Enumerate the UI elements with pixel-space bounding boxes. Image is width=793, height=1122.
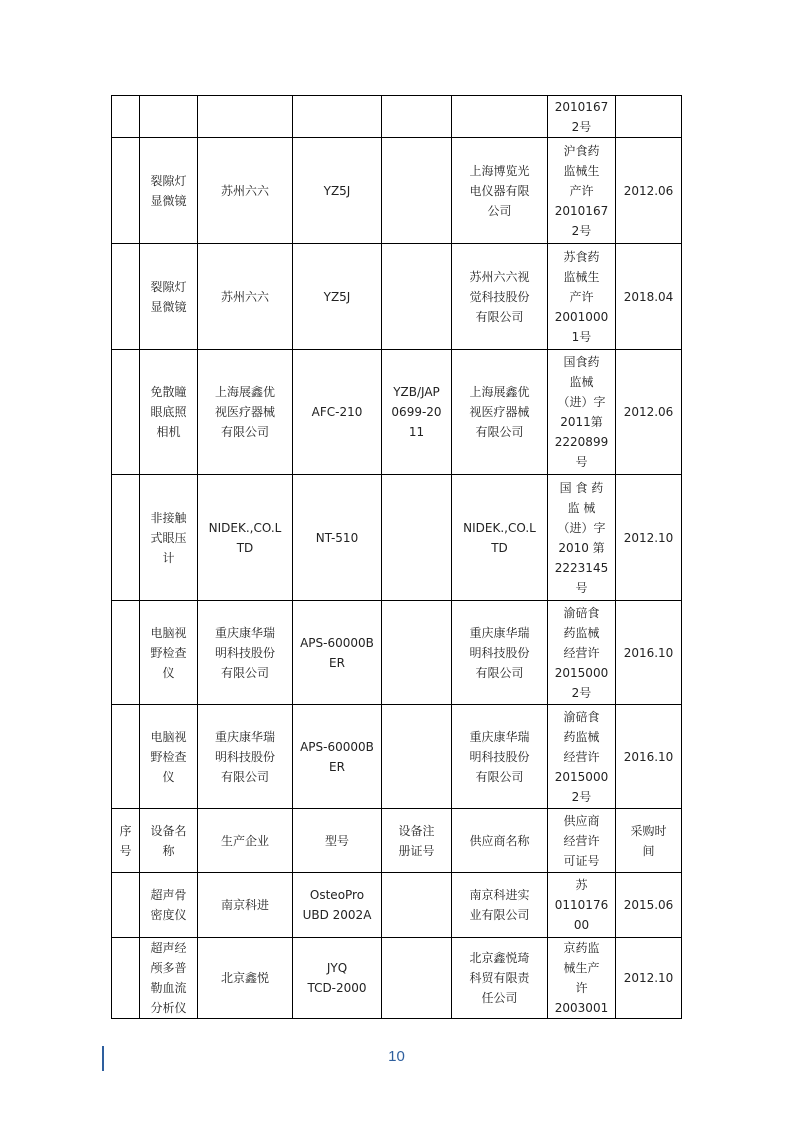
- cell-license-no: [548, 138, 616, 244]
- table-row: [112, 873, 682, 938]
- cell-model: [293, 809, 382, 873]
- cell-text: 电脑视 野检查 仪: [150, 729, 187, 784]
- cell-supplier: [452, 601, 548, 705]
- cell-purchase-date: [616, 601, 682, 705]
- cell-device-name: [140, 809, 198, 873]
- cell-manufacturer: [198, 350, 293, 475]
- cell-supplier: [452, 475, 548, 601]
- cell-seq: [112, 705, 140, 809]
- cell-registration-no: [382, 475, 452, 601]
- cell-license-no: [548, 873, 616, 938]
- cell-text: 设备注 册证号: [398, 823, 435, 858]
- cell-text: 生产企业: [220, 833, 269, 848]
- cell-model: [293, 475, 382, 601]
- cell-text: 渝碚食 药监械 经营许 2015000 2号: [554, 709, 609, 804]
- cell-seq: [112, 601, 140, 705]
- cell-text: APS-60000B ER: [300, 635, 374, 670]
- cell-seq: [112, 350, 140, 475]
- cell-model: [293, 601, 382, 705]
- table-row: [112, 350, 682, 475]
- table-row: [112, 138, 682, 244]
- cell-text: 2018.04: [623, 289, 674, 304]
- cell-text: 2010167 2号: [554, 99, 609, 134]
- cell-text: 重庆康华瑞 明科技股份 有限公司: [214, 729, 275, 784]
- cell-manufacturer: [198, 873, 293, 938]
- cell-text: 沪食药 监械生 产许 2010167 2号: [554, 143, 609, 238]
- cell-seq: [112, 475, 140, 601]
- cell-text: 2012.10: [623, 971, 674, 985]
- table-row: [112, 244, 682, 350]
- cell-text: 供应商 经营许 可证号: [563, 813, 600, 868]
- cell-manufacturer: [198, 138, 293, 244]
- cell-text: YZ5J: [323, 183, 351, 198]
- cell-manufacturer: [198, 938, 293, 1019]
- cell-device-name: [140, 350, 198, 475]
- cell-text: 苏州六六: [220, 183, 269, 198]
- cell-registration-no: [382, 244, 452, 350]
- cell-license-no: [548, 809, 616, 873]
- cell-seq: [112, 938, 140, 1019]
- cell-text: 免散瞳 眼底照 相机: [150, 385, 187, 439]
- cell-registration-no: [382, 873, 452, 938]
- table-row: [112, 96, 682, 138]
- cell-supplier: [452, 705, 548, 809]
- cell-supplier: [452, 873, 548, 938]
- cell-text: 苏州六六视 觉科技股份 有限公司: [469, 269, 530, 324]
- cell-seq: [112, 138, 140, 244]
- cell-text: 非接触 式眼压 计: [150, 510, 187, 565]
- cell-license-no: [548, 244, 616, 350]
- cell-text: 供应商名称: [469, 833, 530, 848]
- cell-text: 设备名 称: [150, 823, 187, 858]
- cell-model: [293, 244, 382, 350]
- cell-text: AFC-210: [311, 405, 363, 419]
- cell-purchase-date: [616, 809, 682, 873]
- cell-manufacturer: [198, 601, 293, 705]
- page-number: 10: [388, 1048, 405, 1065]
- cell-device-name: [140, 244, 198, 350]
- cell-text: APS-60000B ER: [300, 739, 374, 774]
- cell-text: 裂隙灯 显微镜: [150, 279, 187, 314]
- cell-text: 苏州六六: [220, 289, 269, 304]
- cell-text: 重庆康华瑞 明科技股份 有限公司: [469, 625, 530, 680]
- table-row: [112, 938, 682, 1019]
- cell-purchase-date: [616, 138, 682, 244]
- cell-text: 渝碚食 药监械 经营许 2015000 2号: [554, 605, 609, 700]
- cell-model: [293, 938, 382, 1019]
- cell-text: NT-510: [315, 530, 359, 545]
- cell-text: YZ5J: [323, 289, 351, 304]
- cell-text: 京药监 械生产 许 2003001: [554, 941, 609, 1015]
- cell-supplier: [452, 938, 548, 1019]
- cell-supplier: [452, 350, 548, 475]
- cell-text: 苏食药 监械生 产许 2001000 1号: [554, 249, 609, 344]
- cell-device-name: [140, 873, 198, 938]
- cell-text: 2015.06: [623, 898, 674, 912]
- cell-seq: [112, 809, 140, 873]
- cell-device-name: [140, 601, 198, 705]
- cell-text: 型号: [324, 833, 349, 848]
- cell-registration-no: [382, 809, 452, 873]
- cell-registration-no: [382, 705, 452, 809]
- cell-purchase-date: [616, 96, 682, 138]
- cell-model: [293, 96, 382, 138]
- cell-text: 2012.06: [623, 405, 674, 419]
- cell-text: 苏 0110176 00: [554, 878, 609, 932]
- cell-manufacturer: [198, 475, 293, 601]
- cell-supplier: [452, 96, 548, 138]
- cell-text: 上海博览光 电仪器有限 公司: [469, 163, 530, 218]
- cell-text: 2012.06: [623, 183, 674, 198]
- cell-license-no: [548, 705, 616, 809]
- cell-text: 裂隙灯 显微镜: [150, 173, 187, 208]
- cell-text: YZB/JAP 0699-20 11: [391, 385, 442, 439]
- cell-manufacturer: [198, 96, 293, 138]
- cell-text: JYQ TCD-2000: [307, 961, 367, 995]
- cell-registration-no: [382, 138, 452, 244]
- cell-text: 国食药 监械 （进）字 2011第 2220899 号: [554, 355, 609, 469]
- cell-text: 北京鑫悦: [220, 971, 269, 985]
- cell-text: 重庆康华瑞 明科技股份 有限公司: [469, 729, 530, 784]
- cell-seq: [112, 96, 140, 138]
- table-row: [112, 475, 682, 601]
- cell-registration-no: [382, 938, 452, 1019]
- cell-text: 2012.10: [623, 530, 674, 545]
- cell-text: 重庆康华瑞 明科技股份 有限公司: [214, 625, 275, 680]
- equipment-table: [111, 95, 682, 1019]
- cell-text: 超声经 颅多普 勒血流 分析仪: [150, 941, 187, 1015]
- cell-text: 南京科进实 业有限公司: [469, 888, 530, 922]
- cell-license-no: [548, 938, 616, 1019]
- cell-license-no: [548, 475, 616, 601]
- cell-text: 上海展鑫优 视医疗器械 有限公司: [469, 385, 530, 439]
- cell-registration-no: [382, 350, 452, 475]
- cell-device-name: [140, 705, 198, 809]
- cell-model: [293, 350, 382, 475]
- cell-license-no: [548, 350, 616, 475]
- cell-text: OsteoPro UBD 2002A: [302, 888, 372, 922]
- cell-model: [293, 873, 382, 938]
- table-row: [112, 601, 682, 705]
- cell-purchase-date: [616, 938, 682, 1019]
- cell-text: NIDEK.,CO.L TD: [208, 520, 282, 555]
- cell-text: NIDEK.,CO.L TD: [463, 520, 536, 555]
- cell-text: 上海展鑫优 视医疗器械 有限公司: [214, 385, 275, 439]
- cell-supplier: [452, 809, 548, 873]
- cell-text: 2016.10: [623, 749, 674, 764]
- cell-supplier: [452, 244, 548, 350]
- cell-text: 国 食 药 监 械 （进）字 2010 第 2223145 号: [554, 480, 609, 595]
- cell-registration-no: [382, 96, 452, 138]
- cell-seq: [112, 244, 140, 350]
- cell-text: 超声骨 密度仪: [150, 888, 187, 922]
- cell-device-name: [140, 938, 198, 1019]
- cell-purchase-date: [616, 873, 682, 938]
- cell-supplier: [452, 138, 548, 244]
- cell-device-name: [140, 475, 198, 601]
- cell-model: [293, 705, 382, 809]
- cell-text: 北京鑫悦琦 科贸有限责 任公司: [469, 951, 530, 1005]
- cell-purchase-date: [616, 244, 682, 350]
- cell-manufacturer: [198, 809, 293, 873]
- cell-text: 序 号: [119, 823, 132, 858]
- cell-text: 南京科进: [220, 898, 269, 912]
- cell-registration-no: [382, 601, 452, 705]
- cell-device-name: [140, 96, 198, 138]
- cell-purchase-date: [616, 705, 682, 809]
- cell-license-no: [548, 601, 616, 705]
- cell-license-no: [548, 96, 616, 138]
- cell-manufacturer: [198, 244, 293, 350]
- cell-manufacturer: [198, 705, 293, 809]
- cell-device-name: [140, 138, 198, 244]
- cell-purchase-date: [616, 350, 682, 475]
- cell-text: 电脑视 野检查 仪: [150, 625, 187, 680]
- cell-seq: [112, 873, 140, 938]
- cell-purchase-date: [616, 475, 682, 601]
- cell-text: 采购时 间: [630, 823, 667, 858]
- table-row: [112, 705, 682, 809]
- cell-model: [293, 138, 382, 244]
- table-header-row: [112, 809, 682, 873]
- cell-text: 2016.10: [623, 645, 674, 660]
